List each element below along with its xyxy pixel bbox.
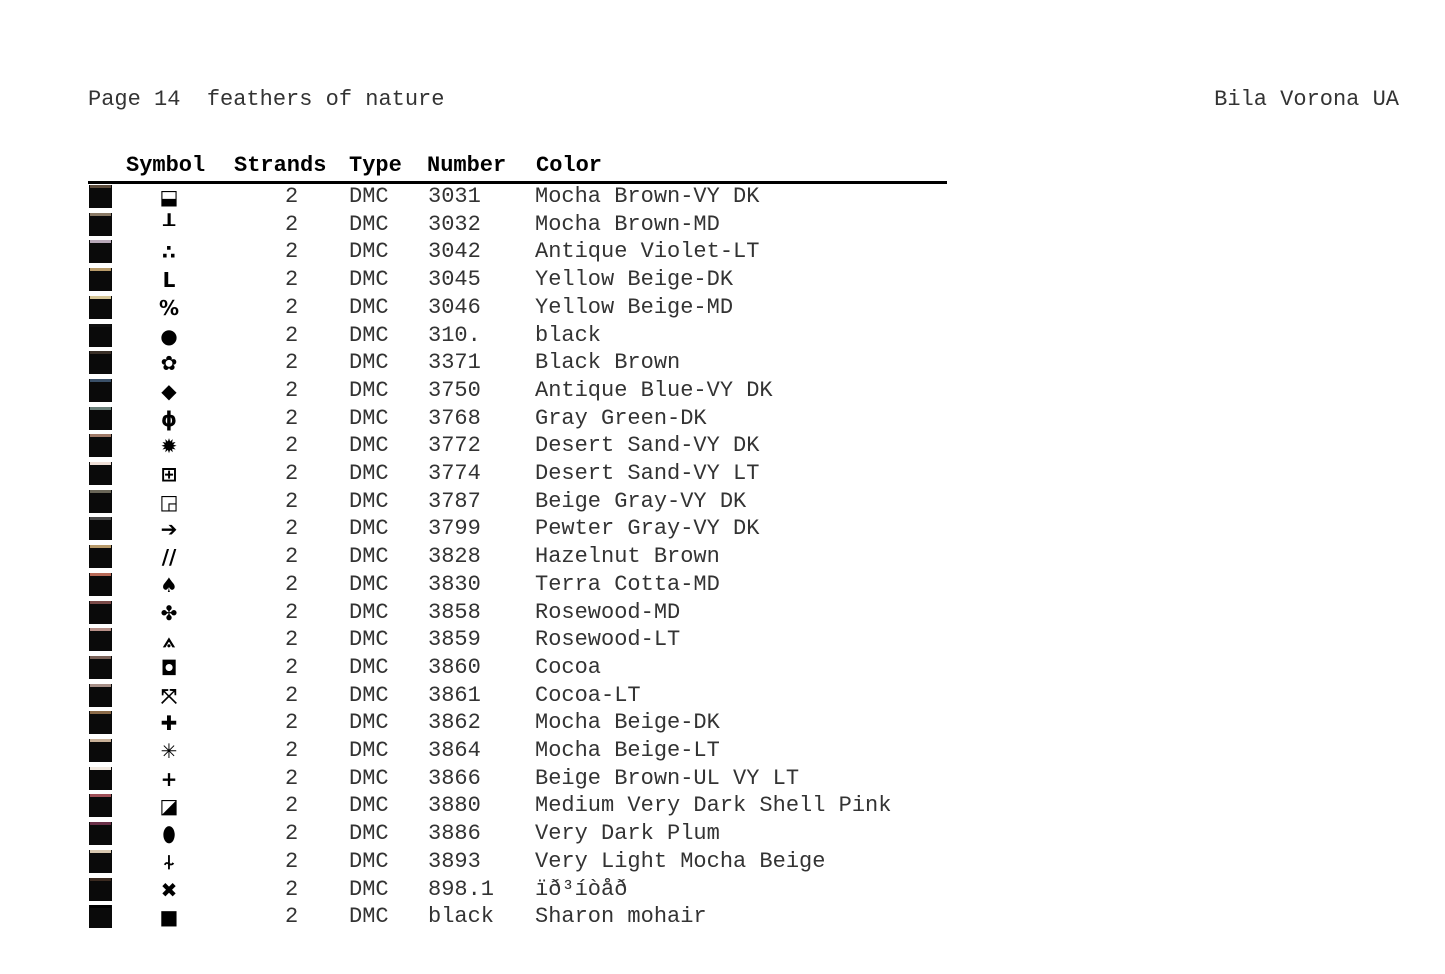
page-title: Page 14 feathers of nature — [88, 87, 445, 112]
number-value: 3787 — [428, 488, 481, 514]
type-value: DMC — [349, 267, 389, 293]
color-name: Desert Sand-VY LT — [535, 461, 760, 486]
strands-value: 2 — [285, 848, 299, 874]
swatch-tint — [90, 462, 111, 465]
type-value: DMC — [349, 239, 389, 265]
chart-symbol-icon: ➔ — [160, 517, 178, 542]
color-swatch — [89, 379, 112, 402]
swatch-tint — [90, 434, 111, 437]
table-row — [0, 682, 1445, 709]
chart-symbol-icon: ┸ — [162, 212, 176, 237]
swatch-tint — [90, 379, 111, 382]
swatch-tint — [90, 268, 111, 271]
table-row — [0, 876, 1445, 903]
table-row — [0, 543, 1445, 570]
chart-symbol-icon: ◪ — [159, 794, 179, 819]
table-row — [0, 405, 1445, 432]
color-swatch — [89, 490, 112, 513]
strands-value: 2 — [285, 488, 299, 514]
table-row — [0, 432, 1445, 459]
strands-value: 2 — [285, 239, 299, 265]
number-value: 3860 — [428, 654, 481, 680]
column-header-strands: Strands — [234, 153, 327, 178]
color-name: Mocha Brown-MD — [535, 211, 720, 237]
strands-value: 2 — [285, 350, 299, 376]
number-value: 3031 — [428, 184, 481, 209]
type-value: DMC — [349, 682, 389, 708]
type-value: DMC — [349, 571, 389, 597]
color-swatch — [89, 711, 112, 734]
swatch-tint — [90, 905, 111, 908]
strands-value: 2 — [285, 904, 299, 930]
color-swatch — [89, 656, 112, 679]
color-swatch — [89, 905, 112, 928]
chart-symbol-icon: ■ — [159, 905, 179, 930]
number-value: 310. — [428, 322, 481, 348]
strands-value: 2 — [285, 821, 299, 847]
color-name: Mocha Beige-LT — [535, 738, 720, 763]
color-name: Terra Cotta-MD — [535, 571, 720, 597]
strands-value: 2 — [285, 461, 299, 486]
chart-symbol-icon: ⍭ — [163, 849, 175, 874]
table-row — [0, 515, 1445, 542]
color-swatch — [89, 739, 112, 762]
swatch-tint — [90, 213, 111, 216]
strands-value: 2 — [285, 322, 299, 348]
strands-value: 2 — [285, 544, 299, 570]
strands-value: 2 — [285, 267, 299, 293]
table-row — [0, 737, 1445, 764]
chart-symbol-icon: ✖ — [160, 877, 178, 902]
color-swatch — [89, 324, 112, 347]
table-row — [0, 820, 1445, 847]
strands-value: 2 — [285, 211, 299, 237]
table-row — [0, 626, 1445, 653]
strands-value: 2 — [285, 516, 299, 542]
color-swatch — [89, 684, 112, 707]
number-value: 3774 — [428, 461, 481, 486]
type-value: DMC — [349, 405, 389, 431]
chart-symbol-icon: ● — [160, 323, 178, 348]
type-value: DMC — [349, 876, 389, 902]
type-value: DMC — [349, 516, 389, 542]
color-swatch — [89, 296, 112, 319]
table-row — [0, 792, 1445, 819]
column-header-type: Type — [349, 153, 402, 178]
color-swatch — [89, 878, 112, 901]
strands-value: 2 — [285, 627, 299, 653]
chart-symbol-icon: ✿ — [160, 351, 178, 376]
type-value: DMC — [349, 377, 389, 403]
color-name: Yellow Beige-DK — [535, 267, 734, 293]
chart-symbol-icon: ⊞ — [160, 462, 178, 486]
color-name: Sharon mohair — [535, 904, 707, 930]
table-row — [0, 322, 1445, 349]
color-name: Beige Brown-UL VY LT — [535, 765, 800, 791]
color-swatch — [89, 850, 112, 873]
strands-value: 2 — [285, 710, 299, 736]
number-value: black — [428, 904, 495, 930]
table-row — [0, 488, 1445, 515]
table-row — [0, 599, 1445, 626]
color-name: Yellow Beige-MD — [535, 294, 734, 320]
type-value: DMC — [349, 488, 389, 514]
number-value: 3045 — [428, 267, 481, 293]
chart-symbol-icon: L — [162, 268, 176, 293]
color-name: black — [535, 322, 602, 348]
color-name: Mocha Beige-DK — [535, 710, 720, 736]
number-value: 3032 — [428, 211, 481, 237]
number-value: 3750 — [428, 377, 481, 403]
type-value: DMC — [349, 322, 389, 348]
strands-value: 2 — [285, 793, 299, 819]
color-swatch — [89, 462, 112, 485]
strands-value: 2 — [285, 738, 299, 763]
table-row — [0, 460, 1445, 487]
author-label: Bila Vorona UA — [1214, 87, 1399, 112]
type-value: DMC — [349, 904, 389, 930]
swatch-tint — [90, 684, 111, 687]
type-value: DMC — [349, 184, 389, 209]
color-swatch — [89, 628, 112, 651]
color-swatch — [89, 545, 112, 568]
number-value: 3893 — [428, 848, 481, 874]
swatch-tint — [90, 711, 111, 714]
color-name: Rosewood-MD — [535, 599, 681, 625]
color-swatch — [89, 351, 112, 374]
strands-value: 2 — [285, 184, 299, 209]
swatch-tint — [90, 324, 111, 327]
chart-symbol-icon: ◆ — [161, 378, 177, 403]
table-row — [0, 238, 1445, 265]
type-value: DMC — [349, 738, 389, 763]
number-value: 3371 — [428, 350, 481, 376]
table-row — [0, 709, 1445, 736]
color-name: Very Dark Plum — [535, 821, 720, 847]
color-swatch — [89, 573, 112, 596]
swatch-tint — [90, 351, 111, 354]
strands-value: 2 — [285, 405, 299, 431]
number-value: 3830 — [428, 571, 481, 597]
type-value: DMC — [349, 821, 389, 847]
chart-symbol-icon: % — [158, 295, 180, 320]
color-swatch — [89, 767, 112, 790]
table-row — [0, 211, 1445, 238]
color-name: Beige Gray-VY DK — [535, 488, 747, 514]
number-value: 3042 — [428, 239, 481, 265]
number-value: 3880 — [428, 793, 481, 819]
color-name: Medium Very Dark Shell Pink — [535, 793, 892, 819]
number-value: 3768 — [428, 405, 481, 431]
swatch-tint — [90, 822, 111, 825]
swatch-tint — [90, 601, 111, 604]
chart-symbol-icon: + — [160, 766, 178, 791]
strands-value: 2 — [285, 599, 299, 625]
color-swatch — [89, 601, 112, 624]
strands-value: 2 — [285, 682, 299, 708]
number-value: 3862 — [428, 710, 481, 736]
color-name: ïð³íòåð — [535, 876, 628, 902]
table-row — [0, 183, 1445, 210]
color-name: Cocoa — [535, 654, 602, 680]
type-value: DMC — [349, 433, 389, 459]
color-name: Gray Green-DK — [535, 405, 707, 431]
type-value: DMC — [349, 654, 389, 680]
swatch-tint — [90, 628, 111, 631]
chart-symbol-icon: ✹ — [160, 434, 178, 459]
column-header-number: Number — [427, 153, 507, 178]
number-value: 3866 — [428, 765, 481, 791]
type-value: DMC — [349, 544, 389, 570]
chart-symbol-icon: ɸ — [161, 406, 177, 431]
color-name: Rosewood-LT — [535, 627, 681, 653]
strands-value: 2 — [285, 377, 299, 403]
swatch-tint — [90, 490, 111, 493]
type-value: DMC — [349, 350, 389, 376]
table-row — [0, 765, 1445, 792]
number-value: 3799 — [428, 516, 481, 542]
color-swatch — [89, 407, 112, 430]
color-swatch — [89, 794, 112, 817]
type-value: DMC — [349, 211, 389, 237]
color-name: Black Brown — [535, 350, 681, 376]
column-header-symbol: Symbol — [126, 153, 206, 178]
table-row — [0, 903, 1445, 930]
swatch-tint — [90, 878, 111, 881]
color-name: Cocoa-LT — [535, 682, 641, 708]
swatch-tint — [90, 850, 111, 853]
type-value: DMC — [349, 793, 389, 819]
chart-symbol-icon: // — [161, 545, 177, 570]
color-swatch — [89, 240, 112, 263]
type-value: DMC — [349, 710, 389, 736]
swatch-tint — [90, 545, 111, 548]
column-header-color: Color — [536, 153, 603, 178]
color-swatch — [89, 185, 112, 208]
strands-value: 2 — [285, 294, 299, 320]
table-row — [0, 654, 1445, 681]
color-name: Desert Sand-VY DK — [535, 433, 760, 459]
color-name: Antique Violet-LT — [535, 239, 760, 265]
swatch-tint — [90, 656, 111, 659]
number-value: 3861 — [428, 682, 481, 708]
color-name: Antique Blue-VY DK — [535, 377, 773, 403]
color-name: Mocha Brown-VY DK — [535, 184, 760, 209]
chart-symbol-icon: ⟑ — [162, 628, 176, 653]
color-swatch — [89, 213, 112, 236]
chart-symbol-icon: ⬓ — [159, 185, 179, 209]
type-value: DMC — [349, 765, 389, 791]
number-value: 3046 — [428, 294, 481, 320]
type-value: DMC — [349, 294, 389, 320]
swatch-tint — [90, 296, 111, 299]
chart-symbol-icon: ⤧ — [161, 683, 177, 708]
color-swatch — [89, 517, 112, 540]
table-row — [0, 266, 1445, 293]
chart-symbol-icon: ✚ — [160, 711, 178, 736]
color-name: Very Light Mocha Beige — [535, 848, 826, 874]
strands-value: 2 — [285, 765, 299, 791]
number-value: 3864 — [428, 738, 481, 763]
table-row — [0, 294, 1445, 321]
table-row — [0, 377, 1445, 404]
color-swatch — [89, 268, 112, 291]
color-name: Pewter Gray-VY DK — [535, 516, 760, 542]
table-row — [0, 571, 1445, 598]
chart-symbol-icon: ✤ — [160, 600, 178, 625]
color-swatch — [89, 822, 112, 845]
chart-symbol-icon: ✳ — [160, 739, 178, 763]
number-value: 3859 — [428, 627, 481, 653]
type-value: DMC — [349, 627, 389, 653]
strands-value: 2 — [285, 654, 299, 680]
table-row — [0, 349, 1445, 376]
swatch-tint — [90, 517, 111, 520]
chart-symbol-icon: ◘ — [160, 655, 178, 680]
number-value: 898.1 — [428, 876, 495, 902]
chart-symbol-icon: ∴ — [162, 240, 176, 265]
number-value: 3886 — [428, 821, 481, 847]
number-value: 3828 — [428, 544, 481, 570]
color-name: Hazelnut Brown — [535, 544, 720, 570]
number-value: 3772 — [428, 433, 481, 459]
type-value: DMC — [349, 461, 389, 486]
type-value: DMC — [349, 848, 389, 874]
strands-value: 2 — [285, 876, 299, 902]
color-swatch — [89, 434, 112, 457]
swatch-tint — [90, 407, 111, 410]
swatch-tint — [90, 573, 111, 576]
swatch-tint — [90, 794, 111, 797]
swatch-tint — [90, 767, 111, 770]
table-row — [0, 848, 1445, 875]
strands-value: 2 — [285, 571, 299, 597]
strands-value: 2 — [285, 433, 299, 459]
swatch-tint — [90, 739, 111, 742]
type-value: DMC — [349, 599, 389, 625]
chart-symbol-icon: ◲ — [159, 489, 179, 514]
swatch-tint — [90, 185, 111, 188]
number-value: 3858 — [428, 599, 481, 625]
chart-symbol-icon: ⬮ — [162, 822, 176, 847]
chart-symbol-icon: ♠ — [160, 572, 178, 597]
swatch-tint — [90, 240, 111, 243]
